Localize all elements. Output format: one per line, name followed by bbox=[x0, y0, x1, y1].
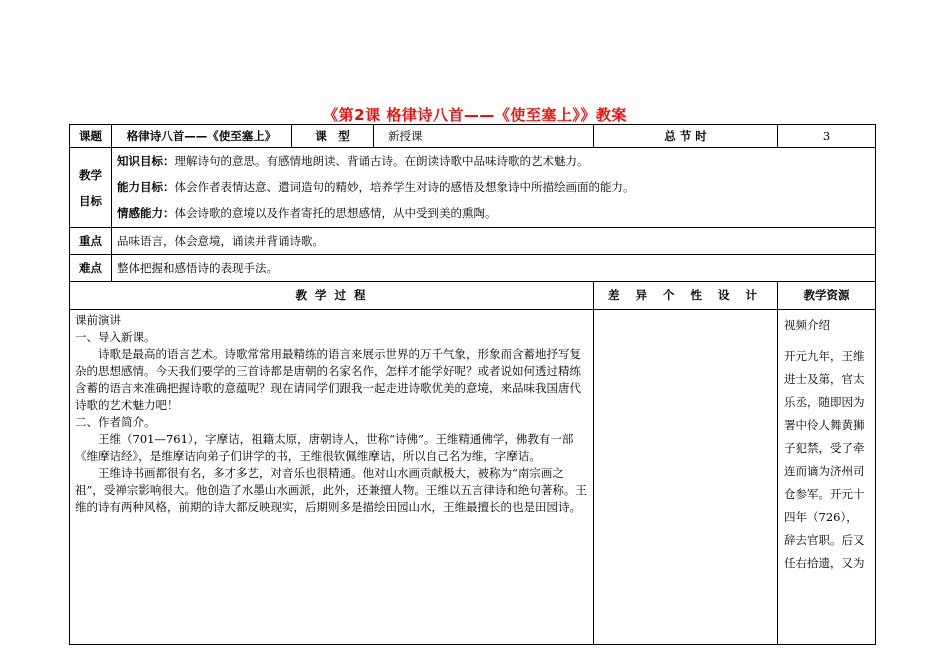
resources-intro: 视频介绍 bbox=[784, 318, 831, 332]
resources-header: 教学资源 bbox=[778, 282, 876, 310]
process-paragraph: 王维（701—761），字摩诘，祖籍太原，唐朝诗人，世称“诗佛”。王维精通佛学，佛教有一部《维摩诘经》，是维摩诘向弟子们讲学的书，王维很钦佩维摩诘，所以自己名为维，字摩诘。 bbox=[75, 432, 574, 463]
resources-text: 开元九年，王维进士及第，官太乐丞，随即因为署中伶人舞黄狮子犯禁，受了牵连而谪为济州司仓参军。开元十四年（726），辞去官职。后又任右拾遗，又为 bbox=[784, 349, 865, 570]
topic-value: 格律诗八首——《使至塞上》 bbox=[112, 125, 292, 148]
objectives-row bbox=[70, 148, 876, 228]
type-label: 课 型 bbox=[292, 125, 374, 148]
content-row bbox=[70, 310, 876, 645]
lesson-plan-table bbox=[69, 124, 876, 645]
objectives-content bbox=[112, 148, 876, 228]
periods-label: 总 节 时 bbox=[594, 125, 778, 148]
difference-header: 差 异 个 性 设 计 bbox=[594, 282, 778, 310]
process-line: 一、导入新课。 bbox=[75, 330, 156, 344]
key-point-text: 品味语言，体会意境，诵读并背诵诗歌。 bbox=[112, 228, 876, 255]
topic-label: 课题 bbox=[70, 125, 112, 148]
objectives-label: 教学 目标 bbox=[70, 148, 112, 228]
columns-header-row bbox=[70, 282, 876, 310]
process-paragraph: 诗歌是最高的语言艺术。诗歌常常用最精练的语言来展示世界的万千气象，形象而含蓄地抒写复杂的思想感情。今天我们要学的三首诗都是唐朝的名家名作，怎样才能学好呢？或者说如何透过精练含蓄的语言来准确把握诗歌的意蕴呢？现在请同学们跟我一起走进诗歌优美的意境，来品味我国唐代诗歌的艺术魅力吧！ bbox=[75, 347, 581, 412]
process-content bbox=[70, 310, 594, 645]
key-point-row bbox=[70, 228, 876, 255]
emotion-objective: 情感能力：体会诗歌的意境以及作者寄托的思想感情，从中受到美的熏陶。 bbox=[117, 206, 497, 220]
type-value: 新授课 bbox=[374, 125, 594, 148]
difference-content bbox=[594, 310, 778, 645]
difficulty-text: 整体把握和感悟诗的表现手法。 bbox=[112, 255, 876, 282]
difficulty-row bbox=[70, 255, 876, 282]
header-row bbox=[70, 125, 876, 148]
key-point-label: 重点 bbox=[70, 228, 112, 255]
knowledge-objective: 知识目标：理解诗句的意思。有感情地朗读、背诵古诗。在朗读诗歌中品味诗歌的艺术魅力。 bbox=[117, 154, 589, 168]
ability-objective: 能力目标：体会作者表情达意、遣词造句的精妙，培养学生对诗的感悟及想象诗中所描绘画面的能力。 bbox=[117, 180, 635, 194]
process-header: 教 学 过 程 bbox=[70, 282, 594, 310]
document-title: 《第2课 格律诗八首——《使至塞上》》教案 bbox=[323, 106, 627, 124]
process-line: 二、作者简介。 bbox=[75, 415, 156, 429]
process-line: 课前演讲 bbox=[75, 313, 121, 327]
difficulty-label: 难点 bbox=[70, 255, 112, 282]
periods-value: 3 bbox=[778, 125, 876, 148]
process-paragraph: 王维诗书画都很有名，多才多艺，对音乐也很精通。他对山水画贡献极大，被称为“南宗画之祖”，受禅宗影响很大。他创造了水墨山水画派，此外，还兼擅人物。王维以五言律诗和绝句著称。王维的诗有两种风格，前期的诗大都反映现实，后期则多是描绘田园山水，王维最擅长的也是田园诗。 bbox=[75, 466, 587, 514]
resources-content bbox=[778, 310, 876, 645]
